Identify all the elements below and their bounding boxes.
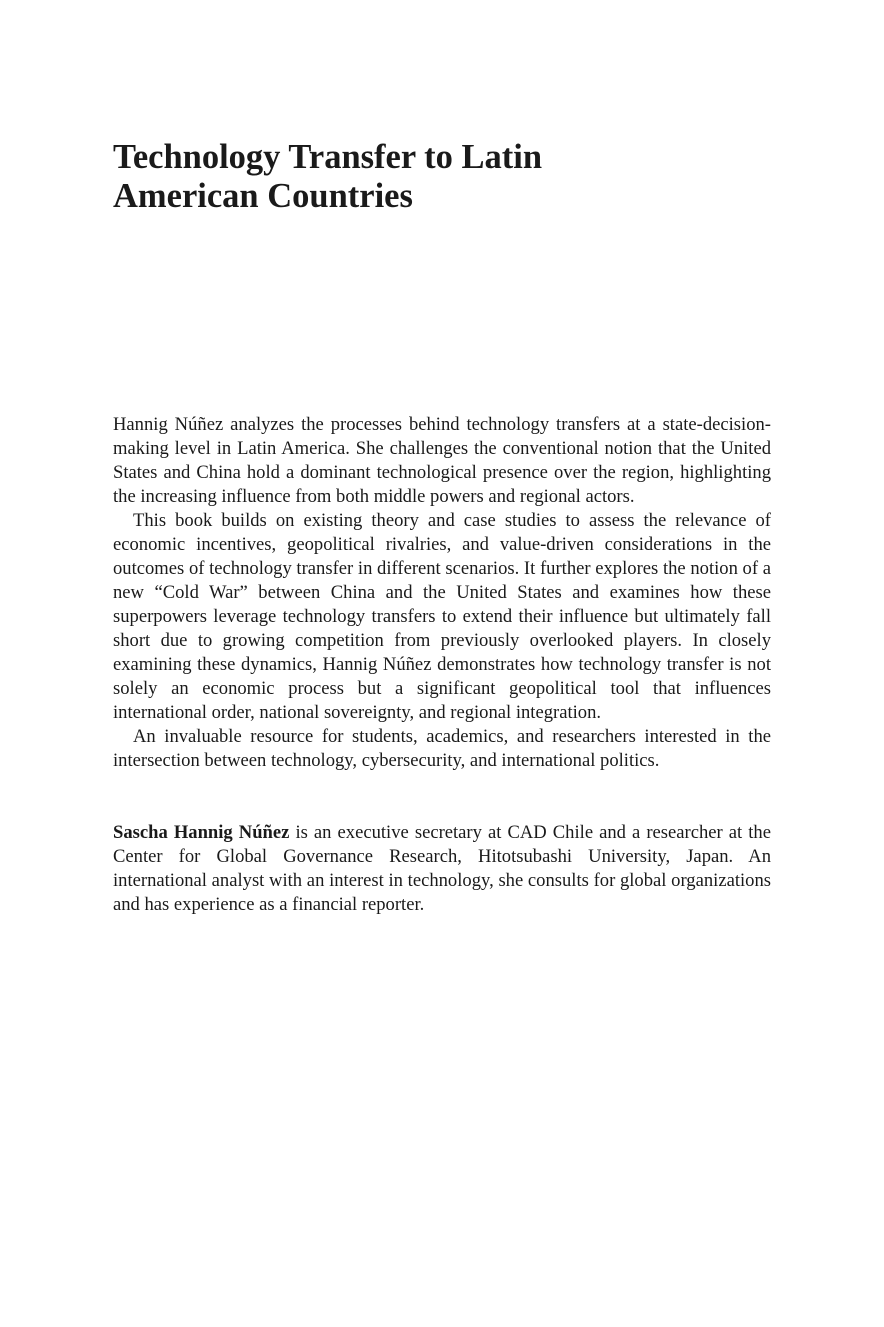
author-name: Sascha Hannig Núñez: [113, 822, 290, 843]
description-paragraph-2: This book builds on existing theory and case studies to assess the relevance of economic incentives, geopolitical rivalries, and value-driven considerations in the outcomes of technology transfer in different scenarios. It further explores the notion of a new “Cold War” between China and the United States and examines how these superpowers leverage technology transfers to extend their influence but ultimately fall short due to growing competition from previously overlooked players. In closely examining these dynamics, Hannig Núñez demonstrates how technology transfer is not solely an economic process but a significant geopolitical tool that influences international order, national sovereignty, and regional integration.: [113, 510, 771, 723]
book-title-line-1: Technology Transfer to Latin: [113, 138, 543, 176]
book-description: [113, 413, 771, 773]
book-title: [113, 138, 773, 216]
book-title-line-2: American Countries: [113, 177, 413, 215]
description-paragraph-3: An invaluable resource for students, academics, and researchers interested in the intersection between technology, cybersecurity, and international politics.: [113, 726, 771, 771]
author-bio-text: is an executive secretary at CAD Chile and a researcher at the Center for Global Governance Research, Hitotsubashi University, Japan. An international analyst with an interest in technology, she consults for global organizations and has experience as a financial reporter.: [113, 822, 771, 915]
description-paragraph-1: Hannig Núñez analyzes the processes behind technology transfers at a state-decision-making level in Latin America. She challenges the conventional notion that the United States and China hold a dominant technological presence over the region, highlighting the increasing influence from both middle powers and regional actors.: [113, 414, 771, 507]
author-bio: [113, 821, 771, 917]
